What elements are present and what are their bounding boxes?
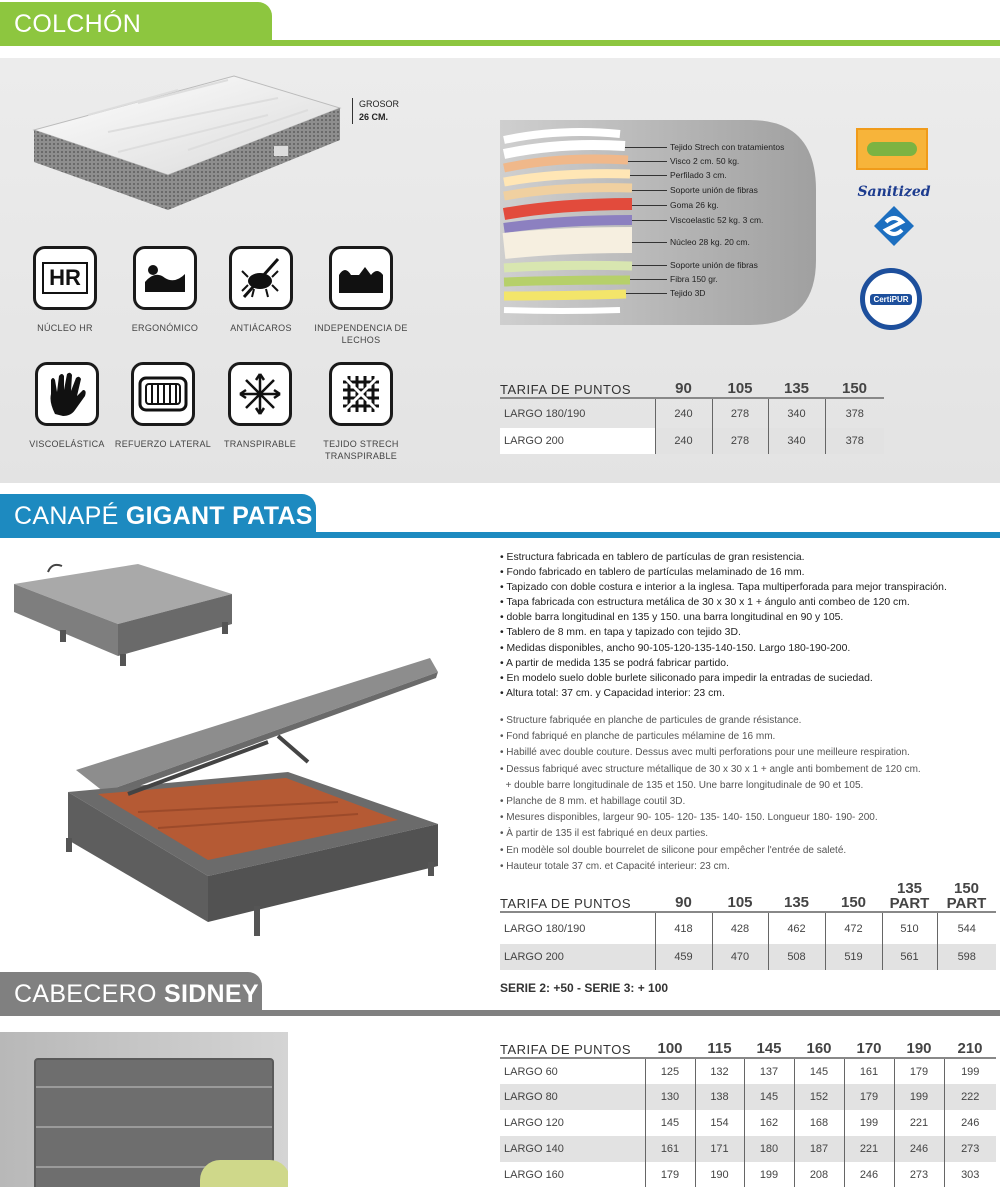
section-title-bold: GIGANT PATAS bbox=[125, 502, 313, 530]
grosor-label bbox=[352, 98, 412, 124]
spec-item: • Dessus fabriqué avec structure métallique de 30 x 30 x 1 + angle anti bombement de 120 cm. bbox=[500, 763, 921, 775]
feature-label: INDEPENDENCIA DE LECHOS bbox=[314, 323, 408, 345]
table-cell: 273 bbox=[894, 1162, 944, 1187]
table-row bbox=[500, 398, 884, 428]
table-header: 160 bbox=[806, 1040, 832, 1057]
spec-item: • Fondo fabricado en tablero de partículas melaminado de 16 mm. bbox=[500, 567, 805, 579]
mattress-price-table bbox=[500, 374, 884, 454]
table-cell: 187 bbox=[794, 1136, 844, 1162]
leader-line bbox=[632, 190, 667, 191]
table-header: 115 bbox=[707, 1040, 732, 1057]
table-cell: LARGO 60 bbox=[504, 1065, 558, 1078]
table-cell: 378 bbox=[825, 428, 884, 454]
table-cell: 519 bbox=[825, 944, 882, 970]
table-header: 150 bbox=[841, 380, 868, 397]
table-cell: 418 bbox=[655, 912, 712, 944]
table-cell: 340 bbox=[768, 398, 825, 428]
feature-breathable bbox=[205, 362, 315, 450]
table-row bbox=[500, 1136, 996, 1162]
layer-label: Viscoelastic 52 kg. 3 cm. bbox=[670, 215, 764, 225]
breathable-icon bbox=[228, 362, 292, 426]
table-cell: 137 bbox=[744, 1058, 794, 1084]
table-cell: 145 bbox=[794, 1058, 844, 1084]
table-header: 170 bbox=[856, 1040, 882, 1057]
leader-line bbox=[632, 205, 667, 206]
table-cell: LARGO 80 bbox=[500, 1084, 645, 1110]
section-rule-blue bbox=[0, 532, 1000, 538]
table-header: 105 bbox=[727, 894, 753, 911]
ergonomic-icon bbox=[133, 246, 197, 310]
leader-line bbox=[630, 279, 667, 280]
table-cell: 190 bbox=[695, 1162, 744, 1187]
table-header: 135 bbox=[783, 894, 810, 911]
feature-label: ANTIÁCAROS bbox=[230, 323, 292, 333]
table-cell: 462 bbox=[768, 912, 825, 944]
fabric-icon bbox=[329, 362, 393, 426]
table-cell: LARGO 200 bbox=[500, 944, 655, 970]
feature-antimite bbox=[206, 246, 316, 334]
table-header: 90 bbox=[675, 894, 692, 911]
anti-mite-icon bbox=[229, 246, 293, 310]
table-cell: 208 bbox=[794, 1162, 844, 1187]
table-header: 135 bbox=[783, 380, 810, 397]
table-cell: LARGO 200 bbox=[500, 428, 655, 454]
table-cell: 303 bbox=[944, 1162, 996, 1187]
feature-hr bbox=[10, 246, 120, 334]
serie-note: SERIE 2: +50 - SERIE 3: + 100 bbox=[500, 981, 669, 995]
spec-item: • En modelo suelo doble burlete siliconado para impedir la entradas de suciedad. bbox=[500, 672, 873, 684]
leader-line bbox=[628, 161, 667, 162]
table-header: 105 bbox=[727, 380, 753, 397]
headboard-image bbox=[0, 1032, 288, 1187]
layer-label: Tejido Strech con tratamientos bbox=[670, 142, 785, 152]
spec-item: • Hauteur totale 37 cm. et Capacité interieur: 23 cm. bbox=[500, 860, 730, 872]
table-cell: 179 bbox=[645, 1162, 695, 1187]
feature-fabric bbox=[306, 362, 416, 462]
spec-item: • Structure fabriquée en planche de particules de grande résistance. bbox=[500, 715, 802, 726]
table-cell: 510 bbox=[882, 912, 937, 944]
canape-spec-list-fr bbox=[500, 713, 980, 875]
table-cell: 246 bbox=[844, 1162, 894, 1187]
feature-independence bbox=[306, 246, 416, 346]
table-cell: LARGO 120 bbox=[504, 1117, 564, 1129]
spec-item: • En modèle sol double bourrelet de silicone pour empêcher l'entrée de saleté. bbox=[500, 844, 847, 856]
layer-label: Soporte unión de fibras bbox=[670, 185, 758, 195]
layer-label: Núcleo 28 kg. 20 cm. bbox=[670, 237, 750, 247]
table-cell: 199 bbox=[744, 1162, 794, 1187]
certipur-logo bbox=[860, 268, 922, 330]
section-rule-green bbox=[0, 40, 1000, 46]
canape-spec-list-es bbox=[500, 550, 980, 701]
table-cell: 240 bbox=[655, 398, 712, 428]
table-header: 135 PART bbox=[889, 880, 930, 912]
table-cell: 145 bbox=[744, 1084, 794, 1110]
table-cell: 221 bbox=[894, 1110, 944, 1136]
table-cell: 199 bbox=[844, 1110, 894, 1136]
table-cell: LARGO 140 bbox=[500, 1136, 645, 1162]
table-cell: 278 bbox=[712, 398, 768, 428]
leader-line bbox=[630, 175, 667, 176]
feature-label: NÚCLEO HR bbox=[37, 323, 93, 333]
table-cell: 561 bbox=[882, 944, 937, 970]
grosor-value: 26 CM. bbox=[359, 112, 389, 122]
table-cell: 428 bbox=[712, 912, 768, 944]
table-header: 210 bbox=[957, 1040, 983, 1057]
table-cell: 168 bbox=[794, 1110, 844, 1136]
cabecero-price-table bbox=[500, 1034, 996, 1187]
spec-item: • Medidas disponibles, ancho 90-105-120-135-140-150. Largo 180-190-200. bbox=[500, 642, 851, 654]
canape-open-image bbox=[58, 652, 442, 940]
eco-label-icon bbox=[856, 128, 928, 170]
spec-item: • Tapizado con doble costura e interior a la inglesa. Tapa multiperforada para mejor transpiración. bbox=[500, 582, 947, 594]
table-cell: 340 bbox=[768, 428, 825, 454]
table-row bbox=[500, 1110, 996, 1136]
table-cell: 132 bbox=[695, 1058, 744, 1084]
table-cell: 162 bbox=[744, 1110, 794, 1136]
layer-label: Tejido 3D bbox=[670, 288, 706, 298]
table-cell: 278 bbox=[712, 428, 768, 454]
spec-item: • Planche de 8 mm. et habillage coutil 3D. bbox=[500, 796, 686, 808]
feature-label: TRANSPIRABLE bbox=[223, 439, 297, 449]
feature-label: ERGONÓMICO bbox=[131, 323, 199, 333]
leader-line bbox=[626, 293, 667, 294]
grosor-title: GROSOR bbox=[359, 99, 400, 109]
table-cell: 598 bbox=[937, 944, 996, 970]
table-cell: 246 bbox=[944, 1110, 996, 1136]
table-header: TARIFA DE PUNTOS bbox=[500, 1042, 632, 1057]
feature-ergonomic bbox=[110, 246, 220, 334]
spec-item: • Tablero de 8 mm. en tapa y tapizado con tejido 3D. bbox=[500, 627, 741, 639]
feature-lateral bbox=[108, 362, 218, 450]
table-header: TARIFA DE PUNTOS bbox=[500, 896, 632, 911]
table-header: 150 PART bbox=[946, 880, 987, 912]
spec-item: • doble barra longitudinal en 135 y 150. una barra longitudinal en 90 y 105. bbox=[500, 612, 844, 624]
table-cell: 199 bbox=[944, 1058, 996, 1084]
section-title-light: CANAPÉ bbox=[14, 502, 126, 530]
spec-item: • Estructura fabricada en tablero de partículas de gran resistencia. bbox=[500, 552, 805, 563]
layer-label: Fibra 150 gr. bbox=[670, 274, 718, 284]
table-cell: LARGO 180/190 bbox=[504, 407, 586, 420]
section-title-bold: SIDNEY bbox=[163, 980, 259, 1008]
spec-item: • Tapa fabricada con estructura metálica de 30 x 30 x 1 + ángulo anti combeo de 120 cm. bbox=[500, 597, 910, 609]
mattress-image bbox=[28, 70, 348, 220]
table-cell: 161 bbox=[645, 1136, 695, 1162]
spec-item: • Fond fabriqué en planche de particules mélamine de 16 mm. bbox=[500, 731, 776, 743]
table-cell: 273 bbox=[944, 1136, 996, 1162]
certipur-text: CertiPUR bbox=[870, 294, 911, 305]
table-cell: 154 bbox=[695, 1110, 744, 1136]
leader-line bbox=[632, 265, 667, 266]
table-cell: 180 bbox=[744, 1136, 794, 1162]
spec-item: • A partir de medida 135 se podrá fabricar partido. bbox=[500, 657, 729, 669]
feature-label: TEJIDO STRECH TRANSPIRABLE bbox=[323, 439, 399, 461]
layer-label: Soporte unión de fibras bbox=[670, 260, 758, 270]
table-cell: 179 bbox=[894, 1058, 944, 1084]
table-row bbox=[500, 912, 996, 944]
spec-item: • À partir de 135 il est fabriqué en deux parties. bbox=[500, 828, 709, 840]
layer-label: Visco 2 cm. 50 kg. bbox=[670, 156, 740, 166]
table-cell: 240 bbox=[655, 428, 712, 454]
table-header: TARIFA DE PUNTOS bbox=[500, 382, 632, 397]
table-cell: LARGO 180/190 bbox=[504, 922, 586, 935]
leader-line bbox=[632, 242, 667, 243]
sanitized-shield-icon bbox=[872, 204, 916, 248]
spec-item: • Altura total: 37 cm. y Capacidad interior: 23 cm. bbox=[500, 687, 725, 699]
leader-line bbox=[625, 147, 667, 148]
table-cell: 221 bbox=[844, 1136, 894, 1162]
table-row bbox=[500, 428, 884, 454]
table-cell: 179 bbox=[844, 1084, 894, 1110]
leader-line bbox=[632, 220, 667, 221]
table-cell: 125 bbox=[645, 1058, 695, 1084]
table-cell: 544 bbox=[937, 912, 996, 944]
feature-label: REFUERZO LATERAL bbox=[114, 439, 212, 449]
layer-label: Perfilado 3 cm. bbox=[670, 170, 727, 180]
table-row bbox=[500, 1084, 996, 1110]
table-cell: 138 bbox=[695, 1084, 744, 1110]
section-title-light: CABECERO bbox=[14, 980, 164, 1008]
section-title-light: COLCHÓN bbox=[14, 10, 142, 38]
spec-item: • Mesures disponibles, largeur 90- 105- 120- 135- 140- 150. Longueur 180- 190- 200. bbox=[500, 812, 878, 824]
section-rule-grey bbox=[0, 1010, 1000, 1016]
table-header: 145 bbox=[756, 1040, 782, 1057]
table-cell: 246 bbox=[894, 1136, 944, 1162]
hand-icon bbox=[35, 362, 99, 426]
table-cell: 145 bbox=[645, 1110, 695, 1136]
table-cell: 222 bbox=[944, 1084, 996, 1110]
table-cell: 378 bbox=[825, 398, 884, 428]
canape-price-table bbox=[500, 876, 996, 970]
layer-label: Goma 26 kg. bbox=[670, 200, 719, 210]
table-cell: 459 bbox=[655, 944, 712, 970]
table-row bbox=[500, 1162, 996, 1187]
table-header: 150 bbox=[840, 894, 867, 911]
table-header: 190 bbox=[906, 1040, 932, 1057]
table-cell: 472 bbox=[825, 912, 882, 944]
spec-item: + double barre longitudinale de 135 et 150. Une barre longitudinale de 90 et 105. bbox=[500, 779, 864, 791]
table-cell: 161 bbox=[844, 1058, 894, 1084]
table-cell: 199 bbox=[894, 1084, 944, 1110]
table-header: 100 bbox=[657, 1040, 683, 1057]
feature-label: VISCOELÁSTICA bbox=[29, 439, 105, 449]
table-cell: 470 bbox=[712, 944, 768, 970]
feature-visco bbox=[12, 362, 122, 450]
table-header: 90 bbox=[675, 380, 692, 397]
table-cell: 508 bbox=[768, 944, 825, 970]
table-cell: LARGO 160 bbox=[504, 1169, 564, 1181]
table-row bbox=[500, 944, 996, 970]
table-cell: 171 bbox=[695, 1136, 744, 1162]
spec-item: • Habillé avec double couture. Dessus avec multi perforations pour une meilleure respiration. bbox=[500, 747, 910, 759]
side-reinforcement-icon bbox=[131, 362, 195, 426]
table-row bbox=[500, 1058, 996, 1084]
table-cell: 152 bbox=[794, 1084, 844, 1110]
sanitized-logo: Sanitized bbox=[857, 184, 931, 200]
table-cell: 130 bbox=[645, 1084, 695, 1110]
independence-icon bbox=[329, 246, 393, 310]
hr-icon: HR bbox=[33, 246, 97, 310]
